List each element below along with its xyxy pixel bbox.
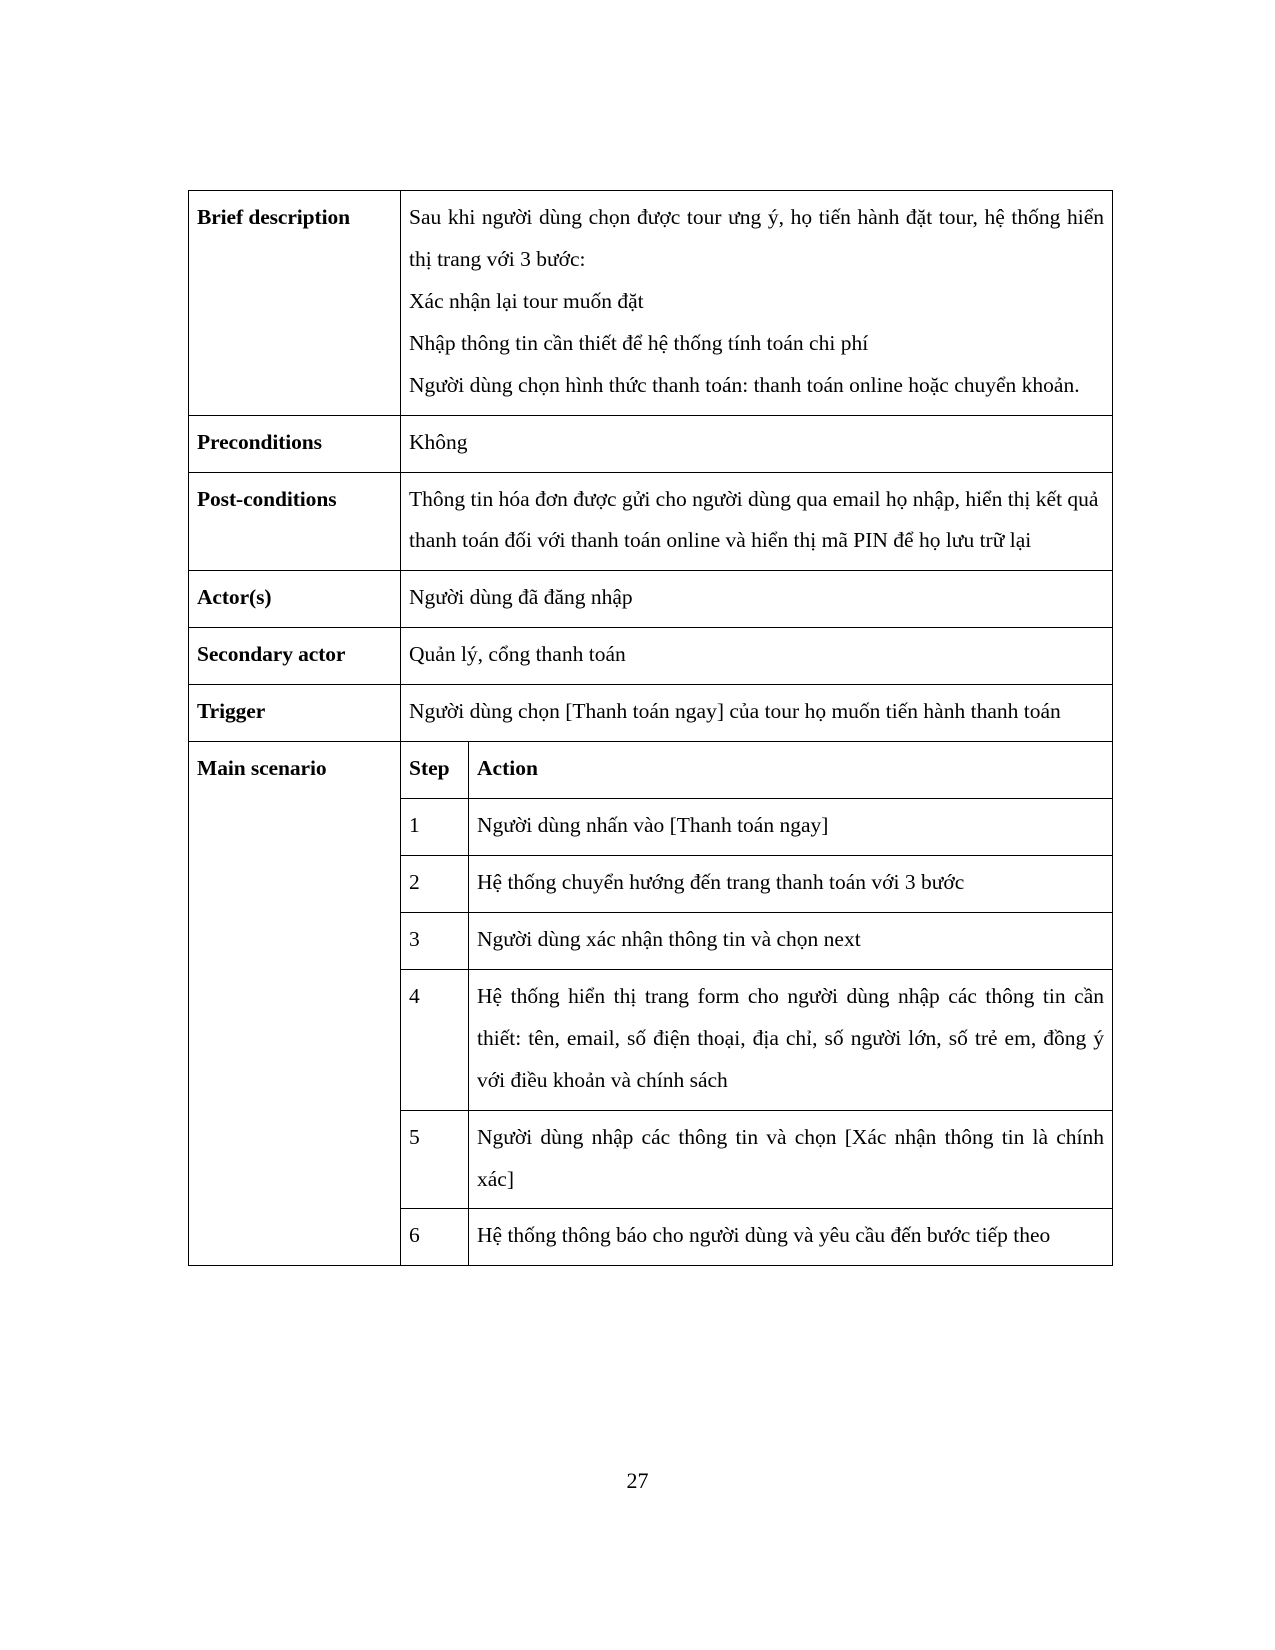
step-action-6: Hệ thống thông báo cho người dùng và yêu cầu đến bước tiếp theo [469, 1209, 1113, 1266]
brief-description-line-3: Nhập thông tin cần thiết để hệ thống tính toán chi phí [409, 330, 869, 355]
row-label-post-conditions: Post-conditions [189, 472, 401, 571]
step-number-6: 6 [401, 1209, 469, 1266]
table-row [189, 628, 1113, 685]
table-row [189, 472, 1113, 571]
step-number-2: 2 [401, 855, 469, 912]
row-value-secondary-actor: Quản lý, cổng thanh toán [401, 628, 1113, 685]
page-number: 27 [626, 1468, 649, 1493]
step-number-1: 1 [401, 799, 469, 856]
table-row [189, 571, 1113, 628]
brief-description-line-4: Người dùng chọn hình thức thanh toán: thanh toán online hoặc chuyển khoản. [409, 372, 1080, 397]
row-value-post-conditions [401, 472, 1113, 571]
table-row [189, 415, 1113, 472]
step-action-4: Hệ thống hiển thị trang form cho người dùng nhập các thông tin cần thiết: tên, email, số điện thoại, địa chỉ, số người lớn, số trẻ em, đồng ý với điều khoản và chính sách [469, 969, 1113, 1110]
post-conditions-text: Thông tin hóa đơn được gửi cho người dùng qua email họ nhập, hiển thị kết quả thanh toán đối với thanh toán online và hiển thị mã PIN để họ lưu trữ lại [409, 486, 1099, 553]
row-value-preconditions: Không [401, 415, 1113, 472]
column-header-step: Step [401, 742, 469, 799]
table-row [189, 685, 1113, 742]
step-action-3: Người dùng xác nhận thông tin và chọn next [469, 912, 1113, 969]
row-label-secondary-actor: Secondary actor [189, 628, 401, 685]
table-row-main-scenario-header [189, 742, 1113, 799]
step-action-1: Người dùng nhấn vào [Thanh toán ngay] [469, 799, 1113, 856]
use-case-specification-table [188, 190, 1113, 1266]
step-action-2: Hệ thống chuyển hướng đến trang thanh toán với 3 bước [469, 855, 1113, 912]
row-label-trigger: Trigger [189, 685, 401, 742]
row-value-trigger [401, 685, 1113, 742]
row-value-actors: Người dùng đã đăng nhập [401, 571, 1113, 628]
row-label-brief-description: Brief description [189, 191, 401, 416]
row-label-main-scenario: Main scenario [189, 742, 401, 1266]
trigger-text: Người dùng chọn [Thanh toán ngay] của tour họ muốn tiến hành thanh toán [409, 699, 1061, 724]
row-label-actors: Actor(s) [189, 571, 401, 628]
brief-description-line-2: Xác nhận lại tour muốn đặt [409, 288, 644, 313]
row-label-preconditions: Preconditions [189, 415, 401, 472]
row-value-brief-description [401, 191, 1113, 416]
step-number-3: 3 [401, 912, 469, 969]
column-header-action: Action [469, 742, 1113, 799]
step-action-5: Người dùng nhập các thông tin và chọn [Xác nhận thông tin là chính xác] [469, 1110, 1113, 1209]
table-row [189, 191, 1113, 416]
step-number-4: 4 [401, 969, 469, 1110]
brief-description-line-1: Sau khi người dùng chọn được tour ưng ý, họ tiến hành đặt tour, hệ thống hiển thị trang với 3 bước: [409, 205, 1104, 271]
step-number-5: 5 [401, 1110, 469, 1209]
